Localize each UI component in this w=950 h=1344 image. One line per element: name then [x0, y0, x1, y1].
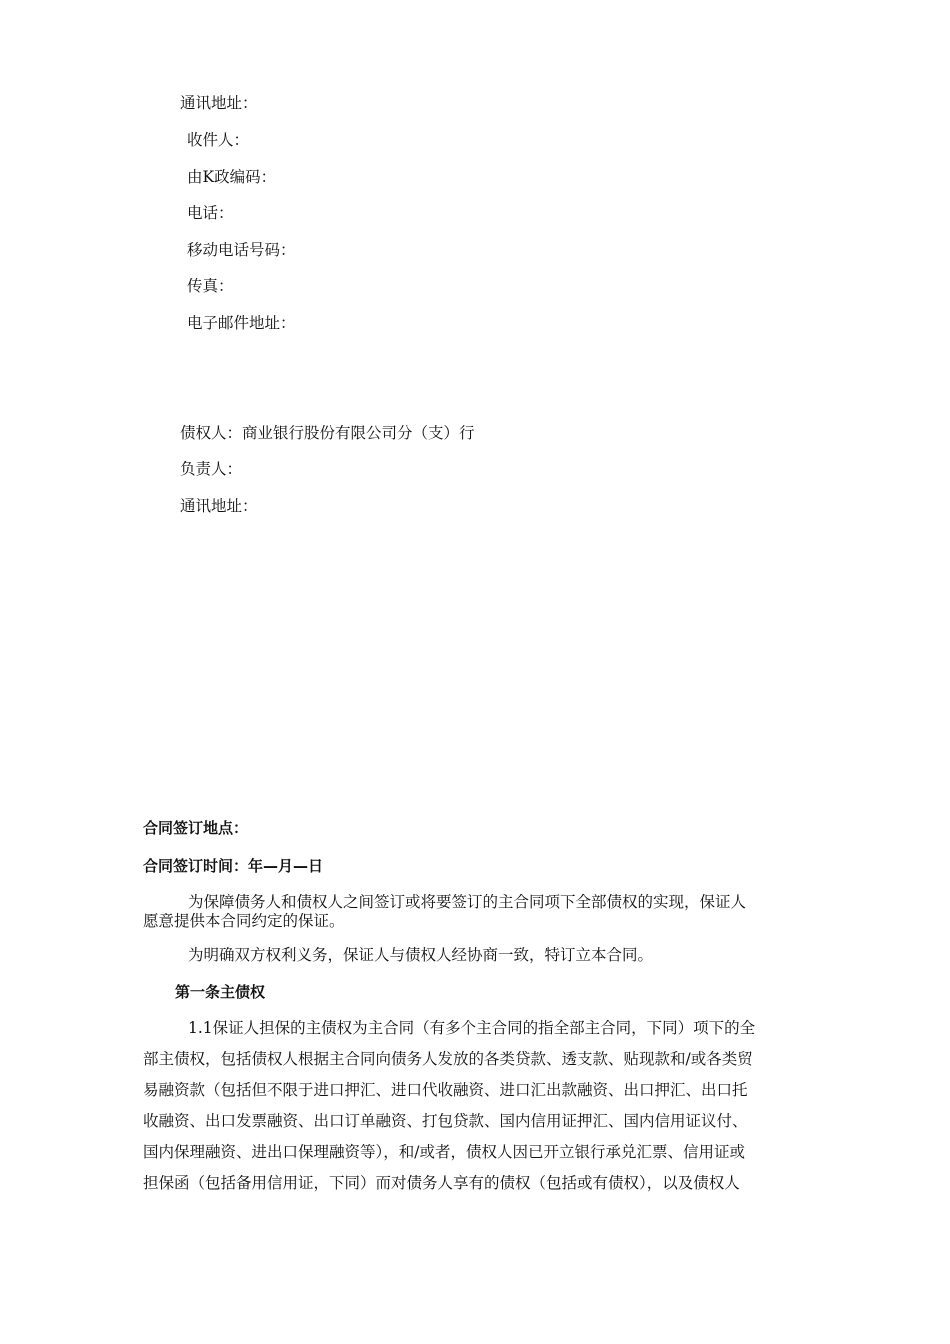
creditor-name: 债权人：商业银行股份有限公司分（支）行: [180, 424, 475, 442]
clause-line: 易融资款（包括但不限于进口押汇、进口代收融资、进口汇出款融资、出口押汇、出口托: [143, 1081, 748, 1099]
fax-label: 传真：: [187, 277, 234, 295]
email-label: 电子邮件地址：: [187, 314, 296, 332]
article-1-heading: 第一条主债权: [175, 983, 266, 1001]
phone-label: 电话：: [187, 204, 234, 222]
clause-line: 1.1保证人担保的主债权为主合同（有多个主合同的指全部主合同，下同）项下的全: [188, 1019, 756, 1037]
clause-line: 收融资、出口发票融资、出口订单融资、打包贷款、国内信用证押汇、国内信用证议付、: [143, 1112, 748, 1130]
preamble-paragraph-2: 为明确双方权利义务，保证人与债权人经协商一致，特订立本合同。: [188, 946, 654, 964]
recipient-label: 收件人：: [187, 131, 250, 149]
postcode-label: 由K政编码：: [187, 168, 277, 186]
signing-time-label: 合同签订时间：年—月—日: [143, 857, 324, 875]
creditor-address-label: 通讯地址：: [180, 497, 258, 515]
clause-line: 部主债权，包括债权人根据主合同向债务人发放的各类贷款、透支款、贴现款和/或各类贸: [143, 1050, 753, 1068]
clause-line: 国内保理融资、进出口保理融资等），和/或者，债权人因已开立银行承兑汇票、信用证或: [143, 1143, 745, 1161]
signing-place-label: 合同签订地点：: [143, 819, 249, 837]
mobile-label: 移动电话号码：: [187, 241, 296, 259]
creditor-responsible-label: 负责人：: [180, 460, 243, 478]
preamble-line: 愿意提供本合同约定的保证。: [143, 912, 345, 930]
clause-line: 担保函（包括备用信用证，下同）而对债务人享有的债权（包括或有债权），以及债权人: [143, 1174, 740, 1192]
guarantor-address-label: 通讯地址：: [180, 94, 258, 112]
preamble-line: 为保障债务人和债权人之间签订或将要签订的主合同项下全部债权的实现，保证人: [188, 893, 747, 911]
clause-1-1: [143, 1013, 755, 1199]
preamble-paragraph-1: [143, 893, 746, 931]
